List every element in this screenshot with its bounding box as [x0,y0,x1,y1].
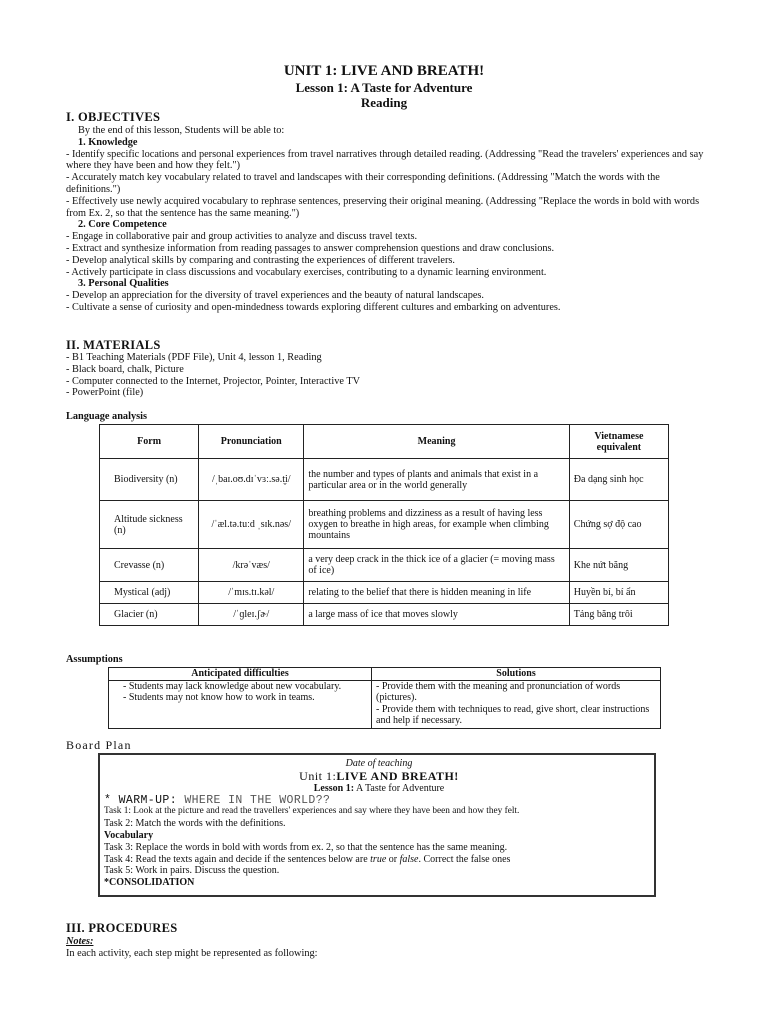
materials-list [66,352,706,399]
cell-vietnamese: Tảng băng trôi [569,604,668,626]
lesson-name: A Taste for Adventure [354,782,445,794]
board-unit-title [100,770,654,783]
table-row [100,604,669,626]
cell-form: Biodiversity (n) [100,459,199,501]
cell-form: Crevasse (n) [100,549,199,582]
qualities-item: - Develop an appreciation for the diversity of travel experiences and the beauty of natural landscapes. [66,290,484,302]
cell-form: Altitude sickness (n) [100,501,199,549]
column-header: Anticipated difficulties [109,668,372,681]
objectives-intro: By the end of this lesson, Students will be able to: [78,125,285,136]
knowledge-heading: 1. Knowledge [78,136,138,148]
task-4-end: . Correct the false ones [418,853,511,865]
task-5: Task 5: Work in pairs. Discuss the question. [104,865,280,877]
task-2: Task 2: Match the words with the definitions. [104,818,286,830]
cell-vietnamese: Đa dạng sinh học [569,459,668,501]
language-analysis-table [99,424,669,626]
lesson-label: Lesson 1: [313,782,355,794]
materials-item: - PowerPoint (file) [66,387,144,399]
assumptions-table [108,667,661,729]
competence-heading: 2. Core Competence [78,219,167,231]
cell-form: Mystical (adj) [100,582,199,604]
notes-text: In each activity, each step might be represented as following: [66,947,318,959]
competence-item: - Extract and synthesize information from reading passages to answer comprehension questions and draw conclusions. [66,242,555,254]
knowledge-item: - Effectively use newly acquired vocabulary to rephrase sentences, preserving their original meaning. (Addressing "Replace the words in bold with words from Ex. 2, so that the sentence has the same meaning.") [66,195,700,219]
cell-meaning: the number and types of plants and animals that exist in a particular area or in the world generally [304,459,569,501]
cell-form: Glacier (n) [100,604,199,626]
objectives-body [66,125,706,314]
qualities-heading: 3. Personal Qualities [78,278,169,290]
column-header: Form [100,425,199,459]
table-row [100,501,669,549]
table-row [100,549,669,582]
cell-pronunciation: /ˈmɪs.tɪ.kəl/ [199,582,304,604]
cell-meaning: relating to the belief that there is hidden meaning in life [304,582,569,604]
competence-item: - Engage in collaborative pair and group activities to analyze and discuss travel texts. [66,231,418,243]
knowledge-item: - Identify specific locations and personal experiences from travel narratives through detailed reading. (Addressing "Read the travelers' experiences and say where they have been and how they felt.") [66,148,704,172]
solution-item: - Provide them with techniques to read, give short, clear instructions and help if necessary. [376,703,650,727]
cell-pronunciation: /ˈɡleɪ.ʃɚ/ [199,604,304,626]
difficulty-item: - Students may lack knowledge about new vocabulary. [123,680,342,692]
materials-item: - Black board, chalk, Picture [66,363,184,375]
task-3: Task 3: Replace the words in bold with words from ex. 2, so that the sentence has the same meaning. [104,841,508,853]
solution-item: - Provide them with the meaning and pronunciation of words (pictures). [376,680,621,704]
unit-prefix: Unit 1: [299,768,337,783]
table-header-row [109,668,661,681]
column-header: Solutions [372,668,661,681]
difficulty-item: - Students may not know how to work in teams. [123,692,315,704]
column-header: Vietnamese equivalent [569,425,668,459]
vocabulary-label: Vocabulary [104,829,154,841]
lesson-title: Lesson 1: A Taste for Adventure [295,80,473,95]
task-1: Task 1: Look at the picture and read the travellers' experiences and say where they have been and how they felt. [104,806,520,817]
notes-label: Notes: [66,936,94,947]
difficulties-cell [109,680,372,728]
warmup-title: WHERE IN THE WORLD?? [184,793,331,807]
cell-meaning: a very deep crack in the thick ice of a glacier (= moving mass of ice) [304,549,569,582]
cell-pronunciation: /ˈæl.tə.tuːd ˌsɪk.nəs/ [199,501,304,549]
language-analysis-heading: Language analysis [66,411,147,422]
consolidation-label: *CONSOLIDATION [104,877,195,889]
warmup-heading [100,795,654,807]
cell-pronunciation: /ˌbaɪ.oʊ.dɪˈvɜː.sə.t̬i/ [199,459,304,501]
column-header: Pronunciation [199,425,304,459]
warmup-prefix: * WARM-UP: [104,793,185,807]
task-4-true: true [370,853,387,865]
date-of-teaching: Date of teaching [345,758,413,769]
cell-meaning: breathing problems and dizziness as a result of having less oxygen to breathe in high areas, for example when climbing mountains [304,501,569,549]
cell-vietnamese: Huyền bí, bí ẩn [569,582,668,604]
board-plan-box [98,753,656,897]
competence-item: - Develop analytical skills by comparing and contrasting the experiences of different travelers. [66,254,455,266]
table-row [100,582,669,604]
competence-item: - Actively participate in class discussions and vocabulary exercises, contributing to a dynamic learning environment. [66,266,547,278]
skill-title: Reading [360,95,408,110]
table-header-row [100,425,669,459]
cell-vietnamese: Khe nứt băng [569,549,668,582]
table-row [100,459,669,501]
unit-name: LIVE AND BREATH! [336,768,459,783]
materials-item: - B1 Teaching Materials (PDF File), Unit 4, lesson 1, Reading [66,352,322,363]
unit-title: UNIT 1: LIVE AND BREATH! [283,63,485,79]
materials-heading: II. MATERIALS [66,338,161,352]
task-4-false: false [399,853,419,865]
knowledge-item: - Accurately match key vocabulary related to travel and landscapes with their corresponding definitions. (Addressing "Match the words with the definitions.") [66,172,660,195]
board-plan-heading: Board Plan [66,738,132,752]
procedures-heading: III. PROCEDURES [66,921,178,935]
qualities-item: - Cultivate a sense of curiosity and open-mindedness towards exploring different cultures and embarking on adventures. [66,301,561,313]
solutions-cell [372,680,661,728]
objectives-heading: I. OBJECTIVES [66,110,161,124]
task-4 [100,854,654,866]
cell-vietnamese: Chứng sợ độ cao [569,501,668,549]
materials-item: - Computer connected to the Internet, Projector, Pointer, Interactive TV [66,375,361,387]
procedures-notes [66,936,706,960]
column-header: Meaning [304,425,569,459]
task-4-text: Task 4: Read the texts again and decide if the sentences below are [104,853,371,865]
cell-meaning: a large mass of ice that moves slowly [304,604,569,626]
assumptions-heading: Assumptions [66,654,123,665]
cell-pronunciation: /krəˈvæs/ [199,549,304,582]
table-row [109,680,661,728]
task-4-or: or [386,853,400,865]
